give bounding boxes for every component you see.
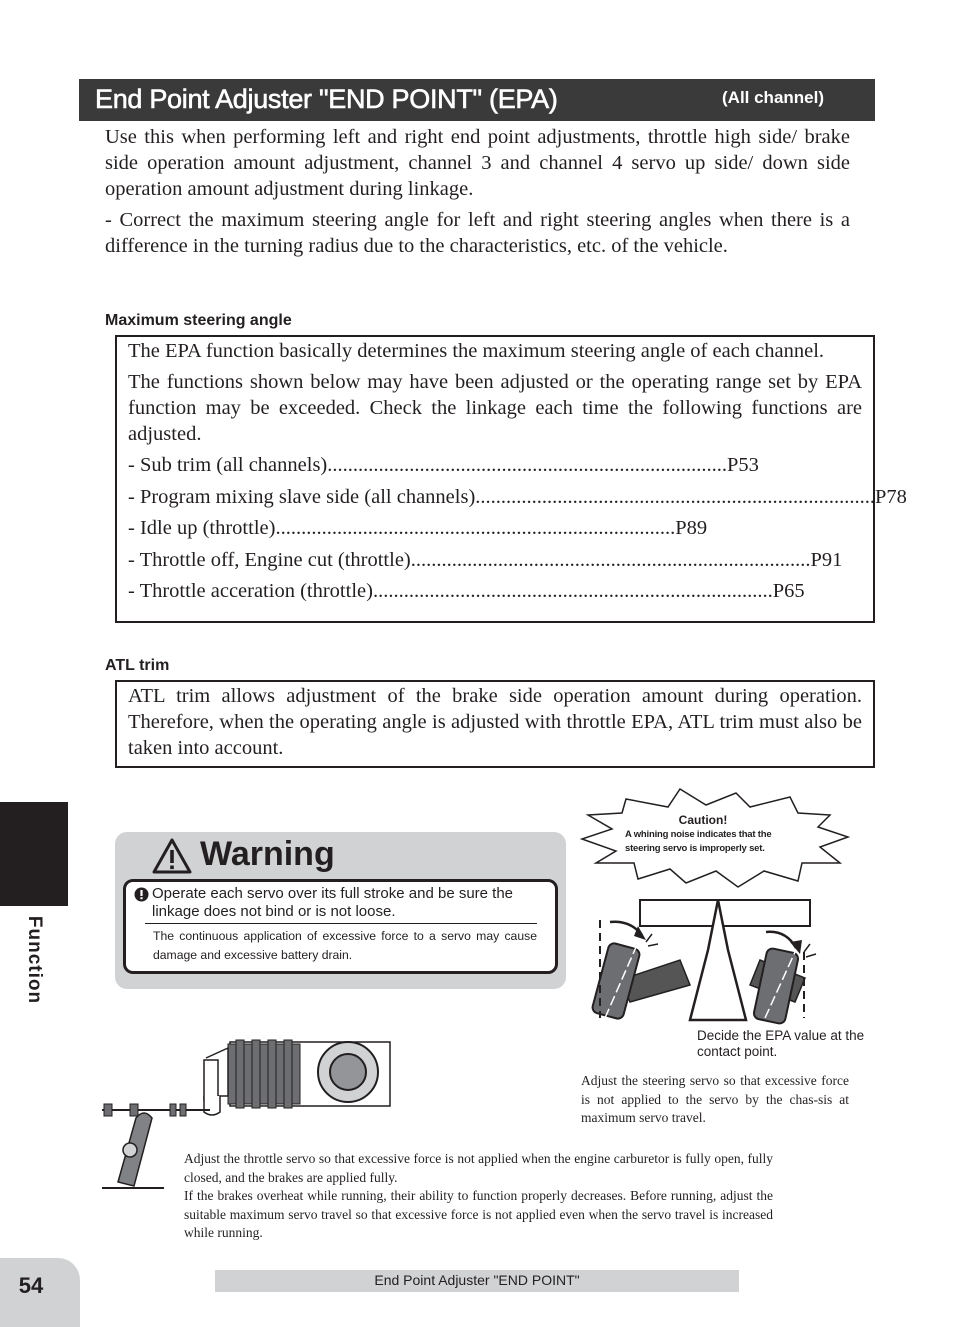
throttle-caption-1: Adjust the throttle servo so that excessive force is not applied when the engine carburetor is fully open, fully closed, and the brakes are applied fully. [184, 1151, 773, 1185]
reference-item: - Sub trim (all channels) .............................................................................. P53 [128, 454, 759, 476]
function-reference-list [128, 452, 907, 604]
max-steering-text-2: The functions shown below may have been adjusted or the operating range set by EPA function may be exceeded. Check the linkage each time the following functions are adjusted. [128, 371, 862, 445]
warning-triangle-icon [152, 838, 192, 874]
page-reference: P89 [675, 517, 708, 539]
throttle-caption-2: If the brakes overheat while running, their ability to function properly decreases. Before running, adjust the suitable maximum servo travel so that excessive force is not applied even when the servo travel is increased while running. [184, 1188, 773, 1240]
intro-paragraph-1: Use this when performing left and right end point adjustments, throttle high side/ brake side operation amount adjustment, channel 3 and channel 4 servo up side/ down side operation amount adjustment during linkage. [105, 126, 850, 200]
reference-item: - Idle up (throttle) .............................................................................. P89 [128, 517, 708, 539]
section-heading-max-steering: Maximum steering angle [105, 312, 292, 329]
max-steering-text [128, 338, 907, 610]
caution-text: A whining noise indicates that the steering servo is improperly set. [625, 829, 772, 854]
page-subtitle: (All channel) [722, 88, 825, 107]
intro-paragraph-2: - Correct the maximum steering angle for left and right steering angles when there is a difference in the turning radius due to the characteristics, etc. of the vehicle. [105, 209, 850, 257]
steering-caption: Adjust the steering servo so that excessive force is not applied to the servo by the chas-sis at maximum servo travel. [581, 1073, 849, 1125]
page-reference: P78 [875, 485, 907, 508]
max-steering-text-1: The EPA function basically determines the maximum steering angle of each channel. [128, 340, 825, 362]
warning-divider [145, 923, 537, 924]
footer-text: End Point Adjuster "END POINT" [374, 1272, 580, 1288]
warning-title: Warning [200, 835, 335, 873]
intro-text [105, 124, 850, 264]
contact-point-caption: Decide the EPA value at the contact point. [697, 1028, 865, 1059]
reference-item: - Program mixing slave side (all channels) .............................................................................. P78 [128, 485, 907, 508]
reference-item: - Throttle off, Engine cut (throttle) .............................................................................. P91 [128, 548, 843, 571]
page-title: End Point Adjuster "END POINT" (EPA) [95, 84, 558, 114]
atl-trim-text: ATL trim allows adjustment of the brake side operation amount during operation. Therefore, when the operating angle is adjusted with throttle EPA, ATL trim must also be taken into account. [128, 685, 862, 759]
steering-illustration [590, 890, 830, 1020]
page-reference: P91 [810, 548, 843, 571]
page-reference: P65 [772, 580, 805, 602]
page-reference: P53 [727, 454, 759, 476]
warning-note-text: The continuous application of excessive force to a servo may cause damage and excessive battery drain. [153, 929, 537, 962]
caution-title: Caution! [678, 813, 728, 827]
reference-item: - Throttle acceration (throttle) .............................................................................. P65 [128, 580, 805, 602]
chapter-tab [0, 802, 68, 906]
warning-main-text: Operate each servo over its full stroke and be sure the linkage does not bind or is not loose. [152, 885, 514, 920]
section-heading-atl-trim: ATL trim [105, 657, 170, 674]
page-number: 54 [18, 1273, 44, 1298]
exclamation-icon [134, 887, 149, 902]
chapter-tab-label: Function [24, 915, 45, 1005]
